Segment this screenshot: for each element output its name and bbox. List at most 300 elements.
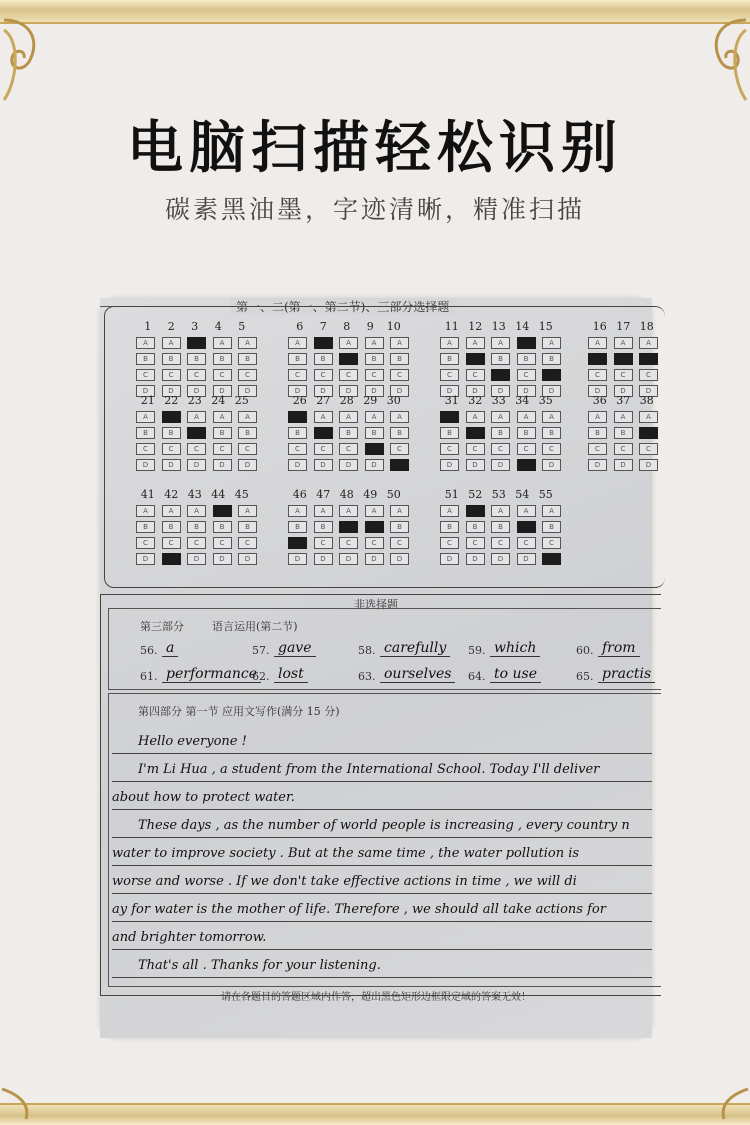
- bubble-empty[interactable]: B: [390, 353, 409, 365]
- bubble-empty[interactable]: D: [238, 459, 257, 471]
- bubble-empty[interactable]: C: [136, 537, 155, 549]
- bubble-filled[interactable]: [517, 521, 536, 533]
- mc-question-number: 34: [515, 394, 530, 407]
- bubble-empty[interactable]: D: [440, 385, 459, 397]
- bubble-filled[interactable]: [466, 353, 485, 365]
- bubble-empty[interactable]: A: [588, 337, 607, 349]
- bubble-filled[interactable]: [517, 337, 536, 349]
- bubble-empty[interactable]: D: [542, 385, 561, 397]
- bubble-empty[interactable]: B: [314, 521, 333, 533]
- bubble-empty[interactable]: A: [614, 411, 633, 423]
- bubble-empty[interactable]: B: [491, 353, 510, 365]
- bubble-empty[interactable]: D: [639, 385, 658, 397]
- bubble-empty[interactable]: C: [517, 537, 536, 549]
- fill-number: 61.: [140, 670, 158, 683]
- bubble-empty[interactable]: A: [491, 337, 510, 349]
- mc-option-row: [440, 553, 568, 565]
- bubble-empty[interactable]: B: [390, 427, 409, 439]
- mc-option-row: [588, 443, 665, 455]
- essay-rule: [112, 837, 652, 838]
- bubble-filled[interactable]: [187, 337, 206, 349]
- mc-option-row: [288, 369, 416, 381]
- bubble-empty[interactable]: B: [491, 427, 510, 439]
- mc-question-number: 1: [144, 320, 152, 333]
- essay-rule: [112, 949, 652, 950]
- bubble-empty[interactable]: A: [390, 505, 409, 517]
- bubble-empty[interactable]: B: [339, 427, 358, 439]
- bubble-empty[interactable]: D: [162, 385, 181, 397]
- bubble-empty[interactable]: C: [491, 537, 510, 549]
- bubble-empty[interactable]: C: [390, 537, 409, 549]
- bubble-empty[interactable]: A: [390, 337, 409, 349]
- mc-option-row: [588, 427, 665, 439]
- ornament-corner-icon: [0, 1085, 70, 1125]
- essay-line: worse and worse . If we don't take effective actions in time , we will di: [112, 874, 577, 889]
- bubble-empty[interactable]: C: [517, 369, 536, 381]
- bubble-empty[interactable]: D: [288, 459, 307, 471]
- bubble-empty[interactable]: B: [440, 521, 459, 533]
- bubble-empty[interactable]: B: [466, 521, 485, 533]
- gold-frame-top: [0, 0, 750, 24]
- bubble-filled[interactable]: [466, 427, 485, 439]
- bubble-filled[interactable]: [466, 505, 485, 517]
- bubble-filled[interactable]: [339, 521, 358, 533]
- mc-option-row: [136, 369, 264, 381]
- bubble-empty[interactable]: C: [390, 443, 409, 455]
- mc-question-number: 46: [292, 488, 307, 501]
- mc-question-number: 33: [491, 394, 506, 407]
- bubble-empty[interactable]: B: [238, 427, 257, 439]
- mc-question-number: 44: [211, 488, 226, 501]
- bubble-filled[interactable]: [639, 353, 658, 365]
- bubble-empty[interactable]: D: [491, 459, 510, 471]
- bubble-empty[interactable]: C: [288, 443, 307, 455]
- mc-question-number: 2: [167, 320, 175, 333]
- bubble-empty[interactable]: D: [588, 385, 607, 397]
- gold-frame-bottom: [0, 1103, 750, 1125]
- mc-group: [288, 320, 416, 397]
- bubble-filled[interactable]: [339, 353, 358, 365]
- bubble-filled[interactable]: [187, 427, 206, 439]
- bubble-empty[interactable]: C: [136, 369, 155, 381]
- fill-answer: from: [598, 640, 640, 657]
- mc-question-number: 43: [187, 488, 202, 501]
- bubble-empty[interactable]: B: [365, 353, 384, 365]
- bubble-empty[interactable]: B: [162, 427, 181, 439]
- bubble-empty[interactable]: A: [542, 411, 561, 423]
- bubble-empty[interactable]: C: [339, 443, 358, 455]
- bubble-empty[interactable]: D: [136, 385, 155, 397]
- mc-question-number: 53: [491, 488, 506, 501]
- bubble-empty[interactable]: D: [614, 385, 633, 397]
- bubble-empty[interactable]: A: [187, 411, 206, 423]
- bubble-empty[interactable]: D: [213, 385, 232, 397]
- bubble-filled[interactable]: [542, 553, 561, 565]
- bubble-empty[interactable]: D: [314, 553, 333, 565]
- mc-option-row: [588, 459, 665, 471]
- bubble-empty[interactable]: C: [187, 443, 206, 455]
- bubble-empty[interactable]: B: [136, 427, 155, 439]
- bubble-empty[interactable]: A: [365, 411, 384, 423]
- bubble-empty[interactable]: B: [187, 353, 206, 365]
- bubble-empty[interactable]: D: [213, 553, 232, 565]
- bubble-empty[interactable]: D: [187, 385, 206, 397]
- bubble-empty[interactable]: A: [238, 411, 257, 423]
- mc-option-row: [440, 505, 568, 517]
- mc-group: [288, 488, 416, 565]
- mc-option-row: [136, 427, 264, 439]
- bubble-filled[interactable]: [162, 553, 181, 565]
- fill-answer: practis: [598, 666, 655, 683]
- bubble-empty[interactable]: D: [339, 385, 358, 397]
- bubble-empty[interactable]: A: [162, 505, 181, 517]
- fill-answer: ourselves: [380, 666, 455, 683]
- bubble-empty[interactable]: A: [288, 337, 307, 349]
- bubble-empty[interactable]: D: [365, 553, 384, 565]
- bubble-filled[interactable]: [365, 521, 384, 533]
- bubble-empty[interactable]: D: [614, 459, 633, 471]
- bubble-empty[interactable]: A: [491, 411, 510, 423]
- mc-question-number: 37: [616, 394, 631, 407]
- bubble-empty[interactable]: D: [440, 459, 459, 471]
- part3-label: 第三部分: [140, 620, 184, 633]
- bubble-empty[interactable]: A: [390, 411, 409, 423]
- bubble-empty[interactable]: C: [365, 537, 384, 549]
- mc-question-number: 13: [491, 320, 506, 333]
- bubble-empty[interactable]: C: [491, 443, 510, 455]
- mc-option-row: [588, 353, 665, 365]
- mc-question-numbers: [588, 320, 665, 333]
- fill-answer: performance: [162, 666, 261, 683]
- bubble-empty[interactable]: D: [187, 553, 206, 565]
- bubble-empty[interactable]: B: [213, 353, 232, 365]
- bubble-empty[interactable]: A: [440, 505, 459, 517]
- essay-line: That's all . Thanks for your listening.: [138, 958, 381, 973]
- mc-question-number: 47: [316, 488, 331, 501]
- mc-section-header: 第一、二(第一、第二节)、三部分选择题: [230, 298, 455, 315]
- bubble-empty[interactable]: D: [314, 459, 333, 471]
- bubble-empty[interactable]: B: [288, 521, 307, 533]
- bubble-empty[interactable]: D: [238, 553, 257, 565]
- bubble-empty[interactable]: D: [339, 553, 358, 565]
- bubble-empty[interactable]: A: [440, 337, 459, 349]
- bubble-empty[interactable]: A: [517, 505, 536, 517]
- bubble-empty[interactable]: C: [213, 369, 232, 381]
- bubble-empty[interactable]: C: [440, 537, 459, 549]
- bubble-empty[interactable]: D: [466, 385, 485, 397]
- mc-group: [136, 394, 264, 471]
- bubble-empty[interactable]: A: [213, 337, 232, 349]
- mc-option-row: [440, 427, 568, 439]
- mc-option-row: [288, 427, 416, 439]
- mc-question-number: 18: [639, 320, 654, 333]
- bubble-empty[interactable]: D: [491, 385, 510, 397]
- mc-question-number: 16: [592, 320, 607, 333]
- bubble-empty[interactable]: C: [639, 369, 658, 381]
- fill-answer: gave: [274, 640, 316, 657]
- bubble-empty[interactable]: C: [639, 443, 658, 455]
- bubble-empty[interactable]: C: [162, 537, 181, 549]
- mc-question-number: 30: [386, 394, 401, 407]
- bubble-filled[interactable]: [288, 411, 307, 423]
- bubble-empty[interactable]: A: [466, 337, 485, 349]
- bubble-empty[interactable]: D: [365, 385, 384, 397]
- bubble-empty[interactable]: C: [136, 443, 155, 455]
- bubble-empty[interactable]: D: [314, 385, 333, 397]
- bubble-empty[interactable]: D: [339, 459, 358, 471]
- bubble-empty[interactable]: C: [162, 369, 181, 381]
- essay-rule: [112, 809, 652, 810]
- bubble-filled[interactable]: [314, 337, 333, 349]
- bubble-empty[interactable]: B: [213, 427, 232, 439]
- fill-number: 60.: [576, 644, 594, 657]
- mc-question-number: 24: [211, 394, 226, 407]
- bubble-empty[interactable]: A: [136, 505, 155, 517]
- mc-option-row: [136, 459, 264, 471]
- bubble-empty[interactable]: A: [639, 411, 658, 423]
- bubble-empty[interactable]: C: [440, 369, 459, 381]
- essay-rule: [112, 865, 652, 866]
- bubble-empty[interactable]: A: [136, 411, 155, 423]
- mc-group: [440, 394, 568, 471]
- bubble-empty[interactable]: A: [466, 411, 485, 423]
- bubble-empty[interactable]: C: [238, 369, 257, 381]
- fill-number: 58.: [358, 644, 376, 657]
- bubble-empty[interactable]: C: [466, 537, 485, 549]
- bubble-empty[interactable]: B: [440, 427, 459, 439]
- bubble-empty[interactable]: C: [213, 443, 232, 455]
- bubble-empty[interactable]: C: [588, 369, 607, 381]
- bubble-empty[interactable]: B: [517, 353, 536, 365]
- bubble-empty[interactable]: D: [466, 459, 485, 471]
- bubble-empty[interactable]: A: [339, 505, 358, 517]
- bubble-empty[interactable]: A: [314, 411, 333, 423]
- bubble-empty[interactable]: A: [314, 505, 333, 517]
- mc-question-number: 7: [319, 320, 327, 333]
- mc-question-number: 52: [468, 488, 483, 501]
- bubble-empty[interactable]: B: [162, 353, 181, 365]
- bubble-empty[interactable]: B: [213, 521, 232, 533]
- bubble-empty[interactable]: D: [136, 553, 155, 565]
- answer-sheet-paper: [100, 298, 652, 1038]
- bubble-empty[interactable]: A: [136, 337, 155, 349]
- bubble-empty[interactable]: B: [136, 353, 155, 365]
- bubble-empty[interactable]: D: [491, 553, 510, 565]
- bubble-empty[interactable]: B: [238, 521, 257, 533]
- bubble-empty[interactable]: C: [390, 369, 409, 381]
- bubble-empty[interactable]: D: [238, 385, 257, 397]
- bubble-empty[interactable]: A: [491, 505, 510, 517]
- mc-option-row: [588, 411, 665, 423]
- bubble-empty[interactable]: D: [639, 459, 658, 471]
- bubble-filled[interactable]: [162, 411, 181, 423]
- bubble-empty[interactable]: A: [365, 337, 384, 349]
- mc-question-numbers: [136, 488, 264, 501]
- bubble-empty[interactable]: A: [339, 411, 358, 423]
- bubble-empty[interactable]: D: [288, 385, 307, 397]
- bubble-empty[interactable]: B: [288, 427, 307, 439]
- mc-question-number: 51: [444, 488, 459, 501]
- bubble-empty[interactable]: A: [187, 505, 206, 517]
- bubble-empty[interactable]: A: [162, 337, 181, 349]
- bubble-empty[interactable]: B: [187, 521, 206, 533]
- bubble-empty[interactable]: C: [314, 537, 333, 549]
- mc-option-row: [288, 537, 416, 549]
- bubble-empty[interactable]: B: [440, 353, 459, 365]
- page-subtitle: 碳素黑油墨，字迹清晰，精准扫描: [164, 195, 585, 224]
- bubble-empty[interactable]: D: [466, 553, 485, 565]
- bubble-empty[interactable]: C: [466, 369, 485, 381]
- mc-question-number: 11: [444, 320, 459, 333]
- mc-question-number: 26: [292, 394, 307, 407]
- bubble-filled[interactable]: [314, 427, 333, 439]
- mc-question-number: 25: [234, 394, 249, 407]
- bubble-empty[interactable]: B: [365, 427, 384, 439]
- bubble-filled[interactable]: [639, 427, 658, 439]
- bubble-empty[interactable]: A: [365, 505, 384, 517]
- mc-option-row: [288, 353, 416, 365]
- mc-question-number: 14: [515, 320, 530, 333]
- bubble-empty[interactable]: A: [614, 337, 633, 349]
- bubble-empty[interactable]: B: [314, 353, 333, 365]
- bubble-empty[interactable]: C: [314, 443, 333, 455]
- fill-number: 65.: [576, 670, 594, 683]
- bubble-empty[interactable]: D: [187, 459, 206, 471]
- page-title: 电脑扫描轻松识别: [127, 115, 623, 181]
- bubble-empty[interactable]: A: [517, 411, 536, 423]
- bubble-filled[interactable]: [491, 369, 510, 381]
- bubble-empty[interactable]: B: [542, 353, 561, 365]
- bubble-empty[interactable]: D: [288, 553, 307, 565]
- mc-question-numbers: [288, 320, 416, 333]
- bubble-empty[interactable]: D: [390, 385, 409, 397]
- bubble-filled[interactable]: [390, 459, 409, 471]
- bubble-filled[interactable]: [440, 411, 459, 423]
- mc-option-row: [288, 553, 416, 565]
- bubble-empty[interactable]: D: [588, 459, 607, 471]
- essay-line: and brighter tomorrow.: [112, 930, 267, 945]
- mc-question-number: 42: [164, 488, 179, 501]
- bubble-empty[interactable]: A: [588, 411, 607, 423]
- bubble-filled[interactable]: [213, 505, 232, 517]
- mc-question-number: 29: [363, 394, 378, 407]
- mc-option-row: [440, 353, 568, 365]
- ornament-corner-icon: [680, 1085, 750, 1125]
- bubble-empty[interactable]: D: [162, 459, 181, 471]
- bubble-filled[interactable]: [614, 353, 633, 365]
- mc-question-number: 3: [191, 320, 199, 333]
- essay-rule: [112, 753, 652, 754]
- mc-group: [136, 320, 264, 397]
- bubble-empty[interactable]: D: [136, 459, 155, 471]
- mc-question-numbers: [288, 394, 416, 407]
- mc-option-row: [136, 443, 264, 455]
- bubble-filled[interactable]: [588, 353, 607, 365]
- bubble-empty[interactable]: A: [542, 505, 561, 517]
- bubble-empty[interactable]: C: [542, 443, 561, 455]
- bubble-filled[interactable]: [542, 369, 561, 381]
- essay-line: about how to protect water.: [112, 790, 295, 805]
- bubble-filled[interactable]: [517, 459, 536, 471]
- bubble-empty[interactable]: A: [238, 337, 257, 349]
- fill-answer: to use: [490, 666, 541, 683]
- bubble-empty[interactable]: A: [339, 337, 358, 349]
- bubble-empty[interactable]: C: [588, 443, 607, 455]
- mc-question-number: 32: [468, 394, 483, 407]
- bubble-empty[interactable]: B: [491, 521, 510, 533]
- bubble-empty[interactable]: C: [339, 537, 358, 549]
- bubble-empty[interactable]: C: [517, 443, 536, 455]
- bubble-empty[interactable]: C: [162, 443, 181, 455]
- mc-question-numbers: [440, 488, 568, 501]
- fill-answer: carefully: [380, 640, 450, 657]
- bubble-empty[interactable]: C: [238, 537, 257, 549]
- mc-question-number: 15: [538, 320, 553, 333]
- bubble-empty[interactable]: C: [314, 369, 333, 381]
- bubble-empty[interactable]: C: [365, 369, 384, 381]
- mc-question-numbers: [440, 394, 568, 407]
- bubble-empty[interactable]: C: [614, 443, 633, 455]
- bubble-empty[interactable]: C: [213, 537, 232, 549]
- fill-answer: a: [162, 640, 178, 657]
- bubble-empty[interactable]: B: [542, 521, 561, 533]
- bubble-empty[interactable]: D: [213, 459, 232, 471]
- bubble-empty[interactable]: A: [288, 505, 307, 517]
- bubble-empty[interactable]: A: [542, 337, 561, 349]
- bubble-empty[interactable]: C: [187, 369, 206, 381]
- bubble-empty[interactable]: C: [187, 537, 206, 549]
- bubble-empty[interactable]: A: [639, 337, 658, 349]
- bubble-empty[interactable]: D: [390, 553, 409, 565]
- bubble-empty[interactable]: D: [517, 553, 536, 565]
- bubble-empty[interactable]: B: [162, 521, 181, 533]
- bubble-empty[interactable]: C: [614, 369, 633, 381]
- bubble-empty[interactable]: B: [238, 353, 257, 365]
- bubble-filled[interactable]: [365, 443, 384, 455]
- fill-number: 59.: [468, 644, 486, 657]
- bubble-empty[interactable]: D: [542, 459, 561, 471]
- bubble-empty[interactable]: A: [238, 505, 257, 517]
- bubble-filled[interactable]: [288, 537, 307, 549]
- bubble-empty[interactable]: C: [288, 369, 307, 381]
- essay-line: ay for water is the mother of life. Therefore , we should all take actions for: [112, 902, 606, 917]
- mc-question-numbers: [136, 394, 264, 407]
- mc-option-row: [440, 443, 568, 455]
- bubble-empty[interactable]: D: [517, 385, 536, 397]
- bubble-empty[interactable]: D: [365, 459, 384, 471]
- bubble-empty[interactable]: C: [440, 443, 459, 455]
- bubble-empty[interactable]: B: [542, 427, 561, 439]
- bubble-empty[interactable]: A: [213, 411, 232, 423]
- bubble-empty[interactable]: C: [339, 369, 358, 381]
- bubble-empty[interactable]: B: [614, 427, 633, 439]
- bubble-empty[interactable]: C: [466, 443, 485, 455]
- mc-option-row: [136, 411, 264, 423]
- bubble-empty[interactable]: B: [390, 521, 409, 533]
- bubble-empty[interactable]: B: [588, 427, 607, 439]
- bubble-empty[interactable]: B: [288, 353, 307, 365]
- bubble-empty[interactable]: D: [440, 553, 459, 565]
- bubble-empty[interactable]: C: [238, 443, 257, 455]
- mc-option-row: [288, 411, 416, 423]
- bubble-empty[interactable]: B: [517, 427, 536, 439]
- bubble-empty[interactable]: B: [136, 521, 155, 533]
- mc-question-number: 49: [363, 488, 378, 501]
- mc-option-row: [440, 537, 568, 549]
- mc-question-number: 23: [187, 394, 202, 407]
- mc-option-row: [440, 459, 568, 471]
- bubble-empty[interactable]: C: [542, 537, 561, 549]
